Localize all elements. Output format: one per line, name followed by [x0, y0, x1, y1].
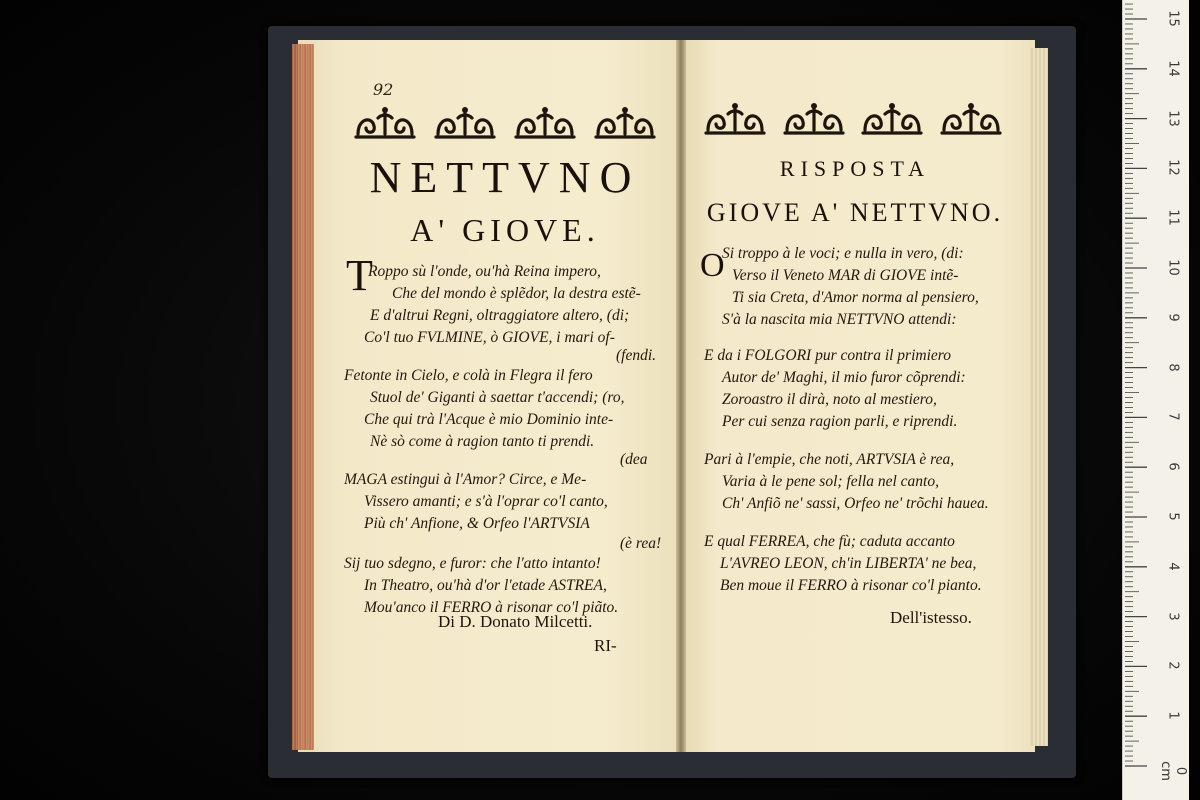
ruler-label: 2 [1165, 661, 1181, 671]
poem-line: Per cui senza ragion parli, e riprendi. [722, 413, 958, 430]
ornament-icon [512, 104, 578, 142]
signature: Dell'istesso. [890, 608, 972, 627]
poem-line: Ch' Anfiõ ne' sassi, Orfeo ne' trõchi hauea. [722, 495, 989, 512]
poem-line: Stuol de' Giganti à saettar t'accendi; (ro, [370, 389, 625, 406]
left-title: NETTVNO [369, 153, 641, 202]
left-page-edges [292, 44, 314, 750]
ruler-label: 11 [1165, 209, 1181, 226]
poem-line: Co'l tuo FVLMINE, ò GIOVE, i mari of- [364, 329, 615, 346]
ornament-icon [352, 104, 418, 142]
right-ornament-band [702, 100, 1004, 138]
poem-author: Di D. Donato Milcetti. [438, 612, 593, 631]
poem-line: Ben moue il FERRO à risonar co'l pianto. [720, 577, 982, 594]
ornament-icon [781, 100, 847, 138]
poem-line: (dea [620, 451, 648, 468]
poem-line: Autor de' Maghi, il mio furor cõprendi: [722, 369, 966, 386]
poem-line: Zoroastro il dirà, noto al mestiero, [722, 391, 937, 408]
left-poem [344, 262, 664, 642]
ruler-label: 1 [1165, 711, 1181, 720]
poem-line: Più ch' Anfione, & Orfeo l'ARTVSIA [364, 515, 590, 532]
ruler-label: 3 [1165, 611, 1181, 621]
right-page-edges [1030, 48, 1048, 746]
ruler-label: 10 [1165, 259, 1181, 276]
left-ornament-band [352, 104, 658, 142]
ruler-label: 5 [1165, 512, 1181, 521]
ruler-label: 12 [1165, 159, 1181, 177]
poem-line: Che qui trà l'Acque è mio Dominio inte- [364, 411, 614, 428]
poem-line: Si troppo à le voci; e nulla in vero, (di: [722, 245, 964, 262]
ruler-label: 8 [1165, 362, 1181, 372]
book-gutter [676, 40, 686, 752]
poem-line: (fendi. [616, 347, 657, 364]
ruler-label: 0 cm [1158, 761, 1188, 781]
poem-line: Varia à le pene sol; fella nel canto, [722, 473, 939, 490]
left-subtitle: A' GIOVE. [410, 212, 600, 248]
poem-line: E da i FOLGORI pur contra il primiero [704, 347, 951, 364]
ruler-label: 13 [1165, 109, 1181, 127]
ornament-icon [938, 100, 1004, 138]
poem-line: In Theatro, ou'hà d'or l'etade ASTREA, [364, 577, 607, 594]
poem-line: (è rea! [620, 535, 662, 552]
ruler-label: 14 [1165, 60, 1181, 77]
poem-line: MAGA estingui à l'Amor? Circe, e Me- [344, 471, 587, 488]
poem-line: L'AVREO LEON, ch'in LIBERTA' ne bea, [720, 555, 977, 572]
catchword: RI- [594, 636, 617, 655]
ruler-label: 15 [1165, 10, 1181, 27]
right-poem [704, 244, 1022, 604]
ruler-label: 7 [1165, 412, 1181, 422]
left-dropcap: T [346, 251, 373, 300]
page-number: 92 [373, 80, 394, 99]
poem-line: Mou'anco il FERRO à risonar co'l piãto. [364, 599, 619, 616]
poem-line: Ti sia Creta, d'Amor norma al pensiero, [732, 289, 979, 306]
ruler-label: 6 [1165, 462, 1181, 471]
right-title: RISPOSTA [779, 156, 931, 181]
ornament-icon [702, 100, 768, 138]
poem-line: Che del mondo è splẽdor, la destra estẽ- [392, 285, 641, 302]
poem-line: Roppo sù l'onde, ou'hà Reina impero, [368, 263, 601, 280]
poem-line: Sij tuo sdegno, e furor: che l'atto intanto! [344, 555, 601, 572]
poem-line: Pari à l'empie, che noti, ARTVSIA è rea, [704, 451, 955, 468]
ornament-icon [592, 104, 658, 142]
poem-line: E d'altrui Regni, oltraggiatore altero, (di; [370, 307, 630, 324]
poem-line: Nè sò come à ragion tanto ti prendi. [370, 433, 595, 450]
poem-line: Vissero amanti; e s'à l'oprar co'l canto, [364, 493, 608, 510]
right-dropcap: O [700, 247, 725, 284]
poem-line: Verso il Veneto MAR di GIOVE intẽ- [732, 267, 959, 284]
right-subtitle: GIOVE A' NETTVNO. [706, 198, 1004, 227]
ornament-icon [859, 100, 925, 138]
poem-line: S'à la nascita mia NETTVNO attendi: [722, 311, 957, 328]
ruler-label: 4 [1165, 562, 1181, 571]
poem-line: Fetonte in Cielo, e colà in Flegra il fero [344, 367, 593, 384]
ruler-label: 9 [1165, 313, 1181, 322]
ornament-icon [432, 104, 498, 142]
poem-line: E qual FERREA, che fù; caduta accanto [704, 533, 955, 550]
